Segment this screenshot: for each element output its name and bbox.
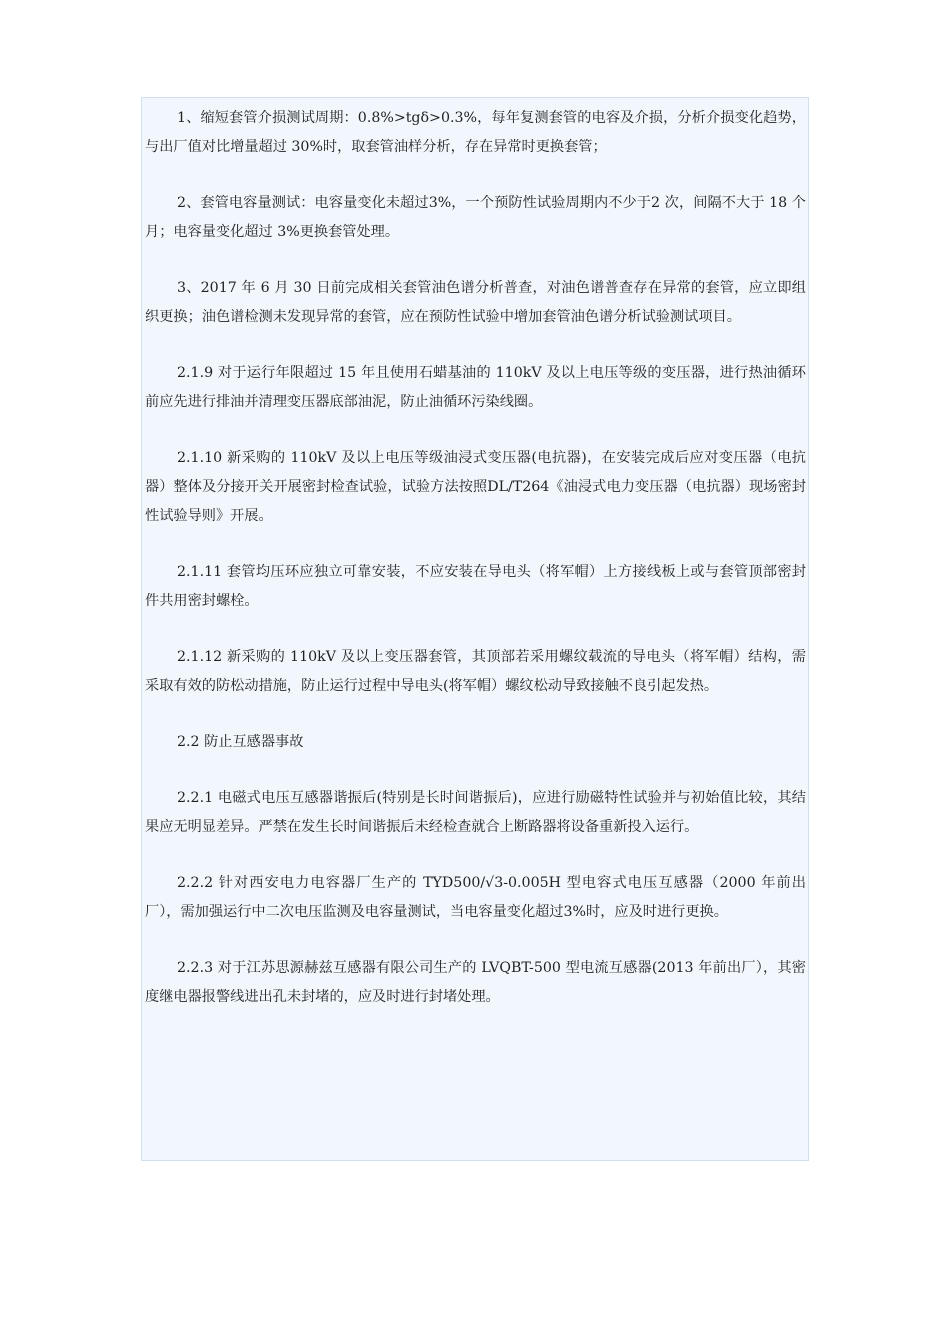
paragraph-2-1-9: 2.1.9 对于运行年限超过 15 年且使用石蜡基油的 110kV 及以上电压等级的变压器，进行热油循环前应先进行排油并清理变压器底部油泥，防止油循环污染线圈。 [145, 365, 806, 410]
paragraph-2-1-12: 2.1.12 新采购的 110kV 及以上变压器套管，其顶部若采用螺纹载流的导电头（将军帽）结构，需采取有效的防松动措施，防止运行过程中导电头(将军帽）螺纹松动导致接触不良引起发热。 [145, 649, 806, 694]
paragraph-2: 2、套管电容量测试：电容量变化未超过3%，一个预防性试验周期内不少于2 次，间隔不大于 18 个月；电容量变化超过 3%更换套管处理。 [145, 195, 806, 240]
content-box [141, 97, 809, 1161]
paragraph-2-1-11: 2.1.11 套管均压环应独立可靠安装，不应安装在导电头（将军帽）上方接线板上或与套管顶部密封件共用密封螺栓。 [145, 564, 806, 609]
paragraph-2-1-10: 2.1.10 新采购的 110kV 及以上电压等级油浸式变压器(电抗器)，在安装完成后应对变压器（电抗器）整体及分接开关开展密封检查试验，试验方法按照DL/T264《油浸式电力变压器（电抗器）现场密封性试验导则》开展。 [145, 450, 806, 524]
paragraph-3: 3、2017 年 6 月 30 日前完成相关套管油色谱分析普查，对油色谱普查存在异常的套管，应立即组织更换；油色谱检测未发现异常的套管，应在预防性试验中增加套管油色谱分析试验测试项目。 [145, 280, 806, 325]
paragraph-1: 1、缩短套管介损测试周期：0.8%>tgδ>0.3%，每年复测套管的电容及介损，分析介损变化趋势，与出厂值对比增量超过 30%时，取套管油样分析，存在异常时更换套管； [145, 110, 806, 155]
paragraph-2-2-3: 2.2.3 对于江苏思源赫兹互感器有限公司生产的 LVQBT-500 型电流互感器(2013 年前出厂），其密度继电器报警线进出孔未封堵的，应及时进行封堵处理。 [145, 960, 806, 1005]
paragraph-2-2-1: 2.2.1 电磁式电压互感器谐振后(特别是长时间谐振后)，应进行励磁特性试验并与初始值比较，其结果应无明显差异。严禁在发生长时间谐振后未经检查就合上断路器将设备重新投入运行。 [145, 790, 806, 835]
section-heading-2-2: 2.2 防止互感器事故 [177, 734, 304, 750]
paragraph-2-2-2: 2.2.2 针对西安电力电容器厂生产的 TYD500/√3-0.005H 型电容式电压互感器（2000 年前出厂），需加强运行中二次电压监测及电容量测试，当电容量变化超过3%时，应及时进行更换。 [145, 875, 806, 920]
